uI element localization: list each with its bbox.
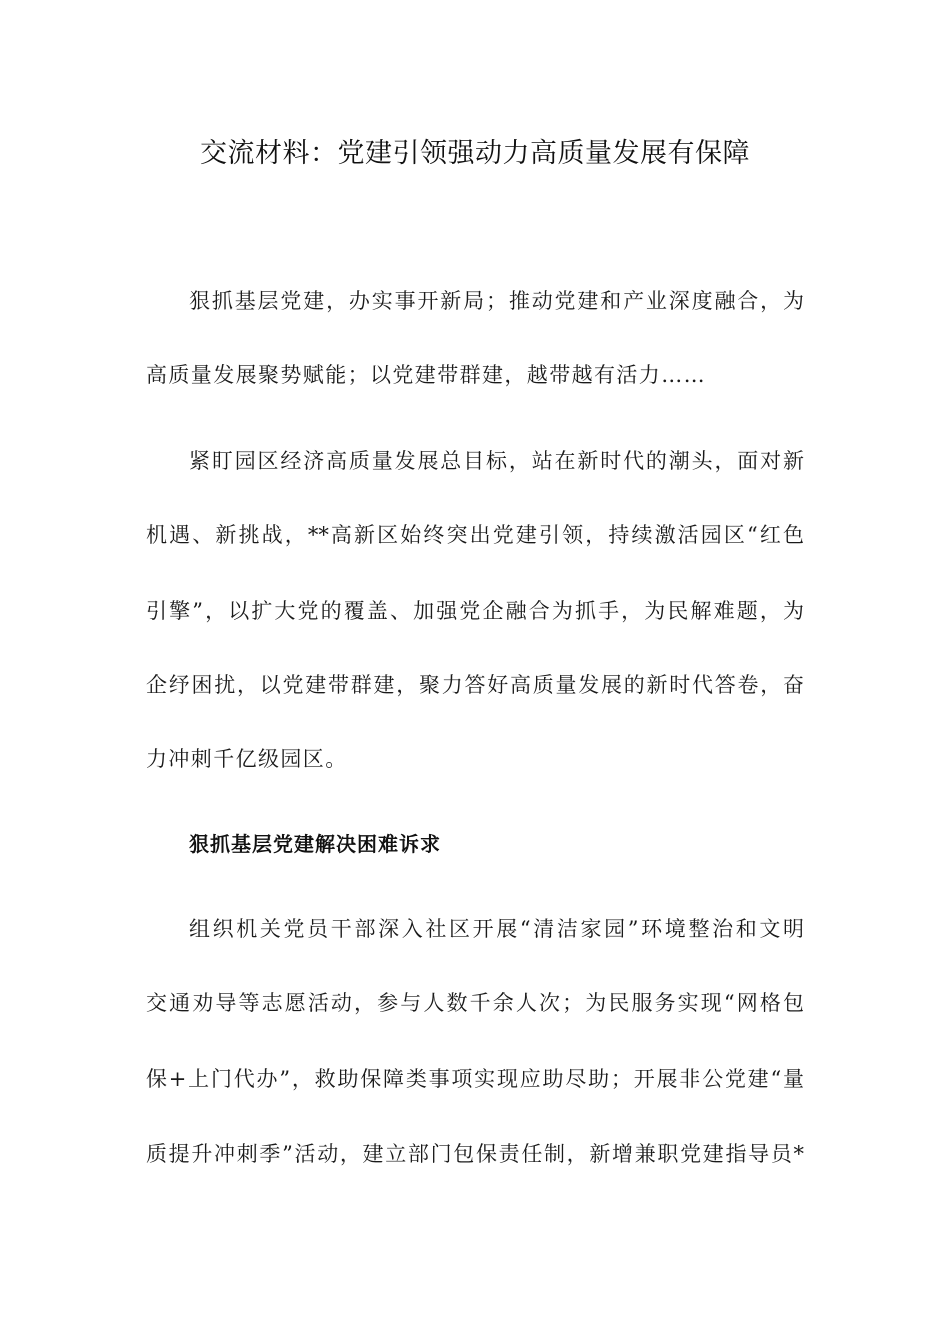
paragraph-1-line-1: 狠抓基层党建，办实事开新局；推动党建和产业深度融合，为 — [189, 289, 804, 313]
section-paragraph-line-2: 交通劝导等志愿活动，参与人数千余人次；为民服务实现“网格包 — [146, 991, 804, 1015]
section-paragraph-line-3: 保+上门代办”，救助保障类事项实现应助尽助；开展非公党建“量 — [146, 1067, 804, 1091]
paragraph-2-line-5: 力冲刺千亿级园区。 — [146, 747, 348, 771]
section-paragraph-line-4: 质提升冲刺季”活动，建立部门包保责任制，新增兼职党建指导员* — [146, 1142, 804, 1166]
paragraph-2-line-2: 机遇、新挑战，**高新区始终突出党建引领，持续激活园区“红色 — [146, 523, 804, 547]
paragraph-2-line-3: 引擎”，以扩大党的覆盖、加强党企融合为抓手，为民解难题，为 — [146, 599, 804, 623]
paragraph-2-line-4: 企纾困扰，以党建带群建，聚力答好高质量发展的新时代答卷，奋 — [146, 673, 804, 697]
section-paragraph-line-1: 组织机关党员干部深入社区开展“清洁家园”环境整治和文明 — [189, 917, 804, 941]
paragraph-2-line-1: 紧盯园区经济高质量发展总目标，站在新时代的潮头，面对新 — [189, 449, 804, 473]
paragraph-1-line-2: 高质量发展聚势赋能；以党建带群建，越带越有活力…… — [146, 363, 706, 387]
section-heading: 狠抓基层党建解决困难诉求 — [189, 832, 441, 856]
document-title: 交流材料：党建引领强动力高质量发展有保障 — [200, 138, 750, 169]
